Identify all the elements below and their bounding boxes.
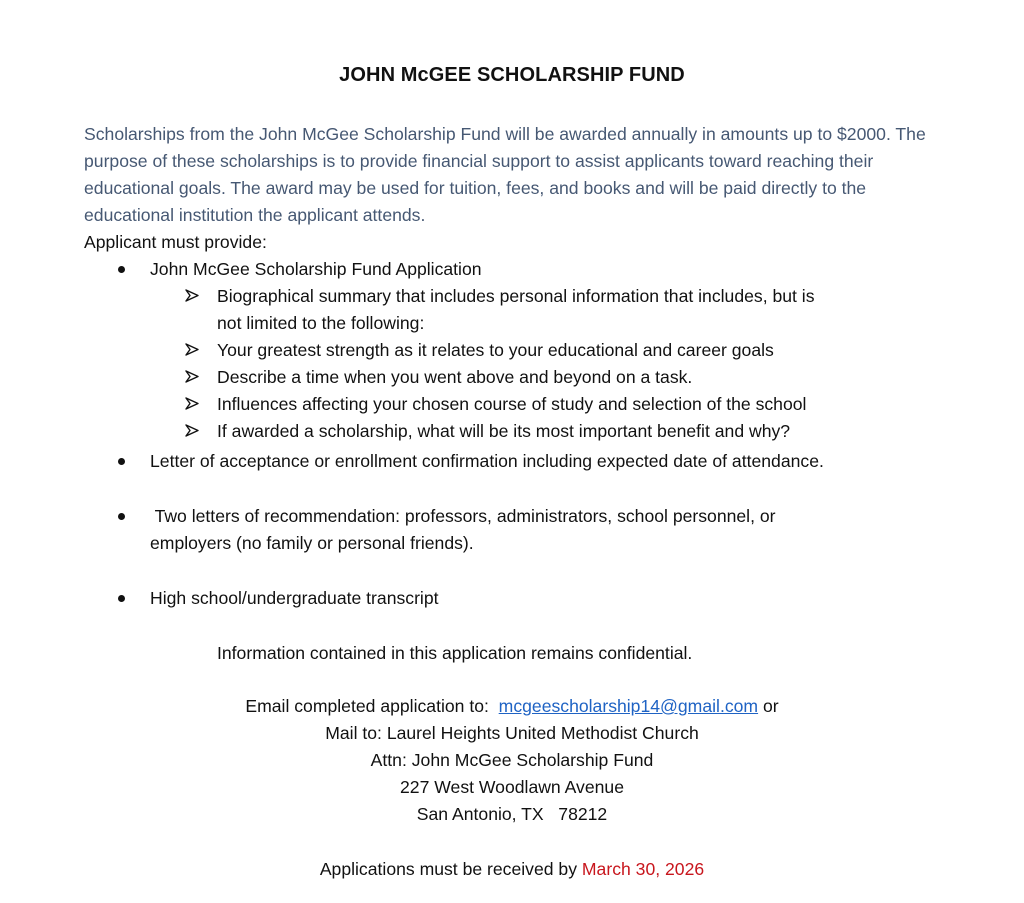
bullet-dot-icon: [118, 266, 125, 273]
subitem-above-beyond: Describe a time when you went above and beyond on a task.: [217, 367, 693, 387]
subitem-strength: Your greatest strength as it relates to your educational and career goals: [217, 340, 774, 360]
requirement-acceptance-letter: Letter of acceptance or enrollment confirmation including expected date of attendance.: [150, 451, 824, 471]
arrowhead-bullet-icon: [185, 424, 199, 437]
requirement-recommendations: Two letters of recommendation: professors, administrators, school personnel, or: [150, 506, 776, 526]
email-prefix: Email completed application to:: [245, 696, 499, 716]
email-link[interactable]: mcgeescholarship14@gmail.com: [498, 696, 759, 716]
deadline-prefix: Applications must be received by: [319, 859, 582, 879]
mail-to-line: Mail to: Laurel Heights United Methodist Church: [325, 723, 699, 743]
bullet-dot-icon: [118, 595, 125, 602]
applicant-heading: Applicant must provide:: [84, 232, 267, 252]
arrowhead-bullet-icon: [185, 289, 199, 302]
arrowhead-bullet-icon: [185, 370, 199, 383]
subitem-benefit: If awarded a scholarship, what will be its most important benefit and why?: [217, 421, 791, 441]
street-address: 227 West Woodlawn Avenue: [400, 777, 624, 797]
requirement-transcript: High school/undergraduate transcript: [150, 588, 439, 608]
attn-line: Attn: John McGee Scholarship Fund: [370, 750, 654, 770]
requirement-recommendations-cont: employers (no family or personal friends).: [150, 533, 474, 553]
requirement-application: John McGee Scholarship Fund Application: [150, 259, 482, 279]
deadline-line: [0, 856, 1024, 883]
subitem-biographical-cont: not limited to the following:: [217, 313, 425, 333]
document-title: JOHN McGEE SCHOLARSHIP FUND: [339, 64, 685, 86]
arrowhead-bullet-icon: [185, 343, 199, 356]
bullet-dot-icon: [118, 513, 125, 520]
intro-paragraph: Scholarships from the John McGee Scholarship Fund will be awarded annually in amounts up to $2000. The purpose of these scholarships is to provide financial support to assist applicants toward reaching their educational goals. The award may be used for tuition, fees, and books and will be paid directly to the educational institution the applicant attends.: [84, 124, 926, 225]
city-state-zip: San Antonio, TX 78212: [416, 804, 608, 824]
email-line: [0, 693, 1024, 720]
confidential-note: Information contained in this application remains confidential.: [217, 643, 693, 663]
arrowhead-bullet-icon: [185, 397, 199, 410]
deadline-date: March 30, 2026: [581, 859, 705, 879]
email-suffix: or: [758, 696, 779, 716]
bullet-dot-icon: [118, 458, 125, 465]
subitem-biographical: Biographical summary that includes personal information that includes, but is: [217, 286, 815, 306]
subitem-influences: Influences affecting your chosen course of study and selection of the school: [217, 394, 807, 414]
